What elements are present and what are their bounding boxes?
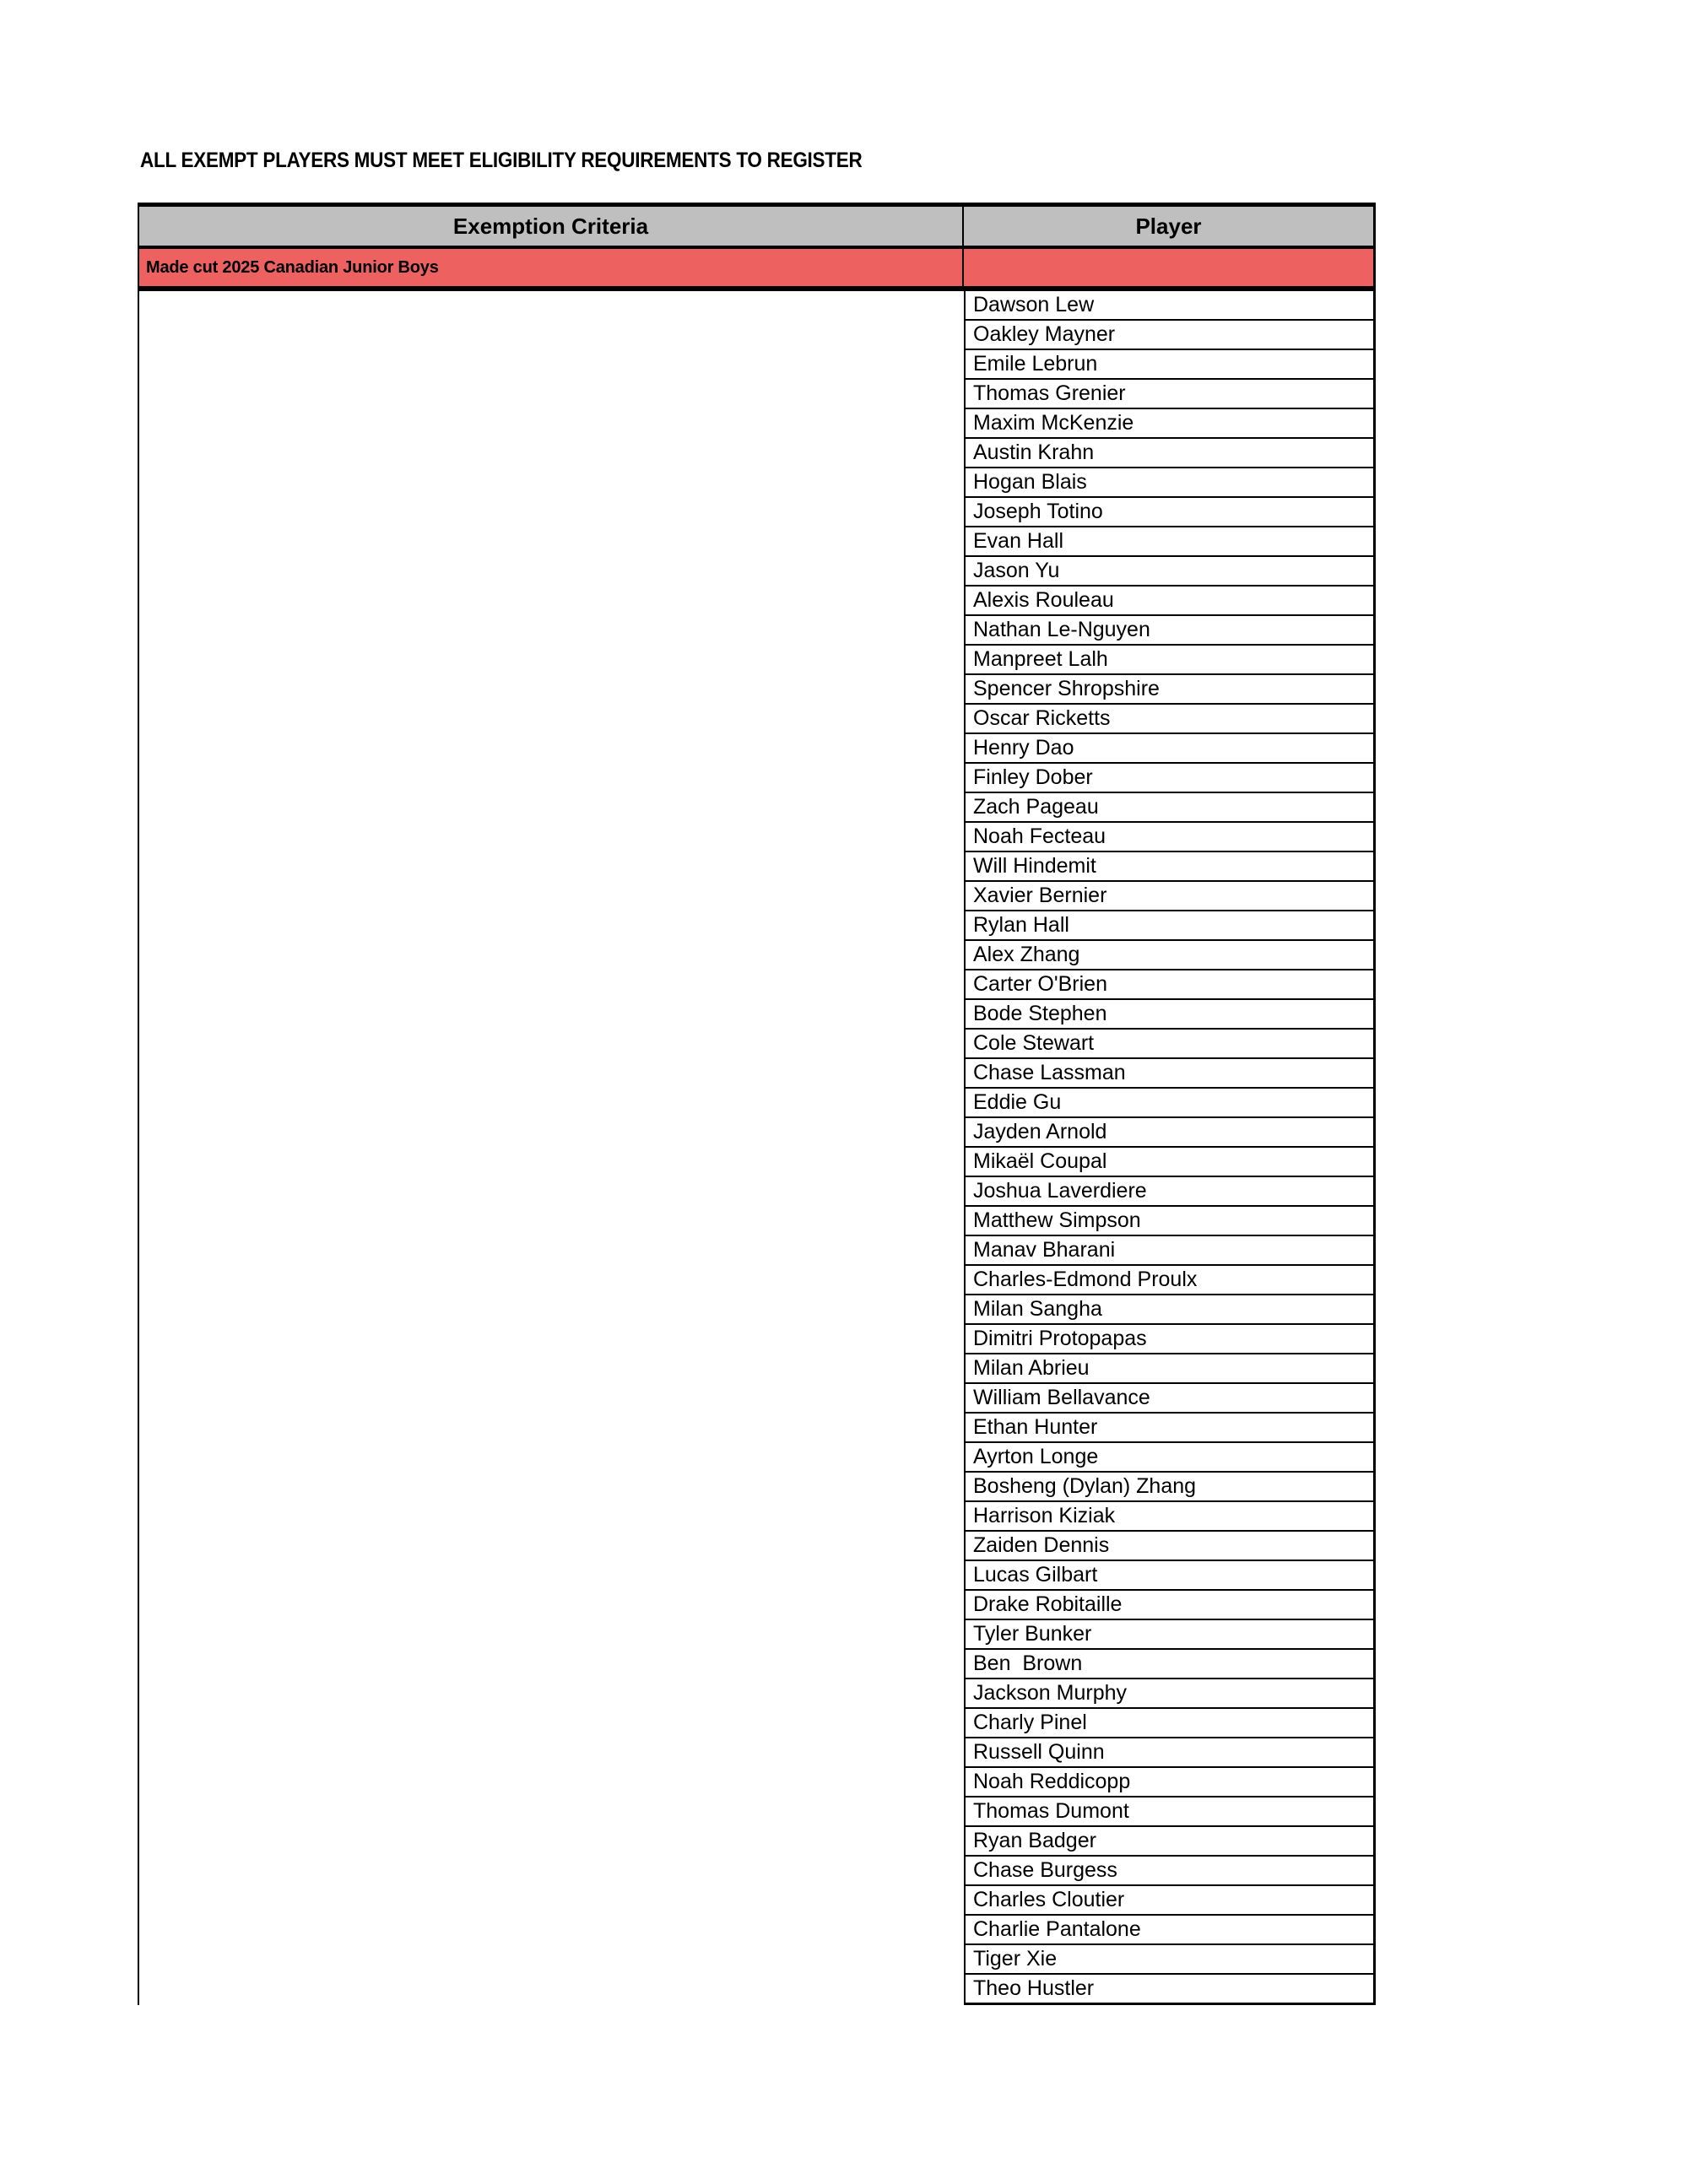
player-row bbox=[966, 616, 1373, 646]
player-row bbox=[966, 941, 1373, 970]
player-name: Joseph Totino bbox=[973, 500, 1103, 523]
player-name: Alex Zhang bbox=[973, 943, 1080, 966]
exemption-table bbox=[138, 203, 1376, 2005]
player-row bbox=[966, 1679, 1373, 1709]
player-row bbox=[966, 1620, 1373, 1650]
criteria-merged-empty-cell bbox=[139, 291, 964, 2005]
player-row bbox=[966, 911, 1373, 941]
player-row bbox=[966, 439, 1373, 468]
player-row bbox=[966, 970, 1373, 1000]
player-row bbox=[966, 764, 1373, 793]
player-row bbox=[966, 1797, 1373, 1827]
player-row bbox=[966, 1768, 1373, 1797]
player-name: Jackson Murphy bbox=[973, 1681, 1128, 1705]
player-name: Alexis Rouleau bbox=[973, 588, 1114, 612]
player-name: Manav Bharani bbox=[973, 1238, 1116, 1262]
player-row bbox=[966, 1945, 1373, 1975]
category-row bbox=[139, 249, 1373, 291]
player-name: Oakley Mayner bbox=[973, 322, 1116, 346]
player-name: Eddie Gu bbox=[973, 1090, 1062, 1114]
player-row bbox=[966, 1414, 1373, 1443]
player-name: Charles-Edmond Proulx bbox=[973, 1268, 1198, 1291]
player-name: Emile Lebrun bbox=[973, 352, 1098, 376]
player-name: Finley Dober bbox=[973, 765, 1093, 789]
player-name: Milan Sangha bbox=[973, 1297, 1102, 1321]
player-row bbox=[966, 1886, 1373, 1916]
player-row bbox=[966, 1857, 1373, 1886]
player-row bbox=[966, 1532, 1373, 1561]
player-name: Ayrton Longe bbox=[973, 1445, 1099, 1468]
column-header-player: Player bbox=[1135, 214, 1202, 239]
column-header-exemption-criteria: Exemption Criteria bbox=[139, 207, 964, 246]
player-row bbox=[966, 1709, 1373, 1738]
player-name: William Bellavance bbox=[973, 1386, 1150, 1409]
eligibility-disclaimer-text: ALL EXEMPT PLAYERS MUST MEET ELIGIBILITY REQUIREMENTS TO REGISTER bbox=[140, 149, 863, 172]
player-row bbox=[966, 1975, 1373, 2003]
player-row bbox=[966, 734, 1373, 764]
player-name: Thomas Grenier bbox=[973, 381, 1126, 405]
player-name: Ben Brown bbox=[973, 1652, 1083, 1675]
player-row bbox=[966, 1473, 1373, 1502]
player-name: Zach Pageau bbox=[973, 795, 1099, 819]
player-row bbox=[966, 1384, 1373, 1414]
player-name: Jason Yu bbox=[973, 559, 1060, 582]
player-name: Milan Abrieu bbox=[973, 1356, 1090, 1380]
table-header-row bbox=[139, 207, 1373, 249]
player-row bbox=[966, 1266, 1373, 1295]
player-row bbox=[966, 1295, 1373, 1325]
player-name: Noah Fecteau bbox=[973, 824, 1106, 848]
player-row bbox=[966, 823, 1373, 852]
player-row bbox=[966, 498, 1373, 527]
player-name: Charlie Pantalone bbox=[973, 1917, 1141, 1941]
player-name: Austin Krahn bbox=[973, 441, 1095, 464]
player-name: Bode Stephen bbox=[973, 1002, 1107, 1025]
player-row bbox=[966, 705, 1373, 734]
player-name: Noah Reddicopp bbox=[973, 1770, 1131, 1793]
player-row bbox=[966, 675, 1373, 705]
player-name: Tiger Xie bbox=[973, 1947, 1058, 1970]
player-row bbox=[966, 1325, 1373, 1354]
player-name: Maxim McKenzie bbox=[973, 411, 1134, 435]
player-name: Chase Lassman bbox=[973, 1061, 1126, 1084]
player-name: Russell Quinn bbox=[973, 1740, 1105, 1764]
player-row bbox=[966, 409, 1373, 439]
player-name: Ethan Hunter bbox=[973, 1415, 1098, 1439]
player-name: Drake Robitaille bbox=[973, 1592, 1123, 1616]
player-row bbox=[966, 587, 1373, 616]
player-name: Xavier Bernier bbox=[973, 884, 1107, 907]
player-name: Spencer Shropshire bbox=[973, 677, 1160, 700]
player-row bbox=[966, 1650, 1373, 1679]
player-name: Manpreet Lalh bbox=[973, 647, 1108, 671]
player-name: Ryan Badger bbox=[973, 1829, 1096, 1852]
player-name: Lucas Gilbart bbox=[973, 1563, 1098, 1587]
category-player-empty-cell bbox=[964, 249, 1373, 286]
player-row bbox=[966, 1089, 1373, 1118]
player-row bbox=[966, 1916, 1373, 1945]
player-row bbox=[966, 380, 1373, 409]
player-name: Zaiden Dennis bbox=[973, 1533, 1110, 1557]
player-name: Cole Stewart bbox=[973, 1031, 1095, 1055]
player-name: Matthew Simpson bbox=[973, 1208, 1141, 1232]
player-row bbox=[966, 1207, 1373, 1236]
player-name: Thomas Dumont bbox=[973, 1799, 1129, 1823]
player-name: Charly Pinel bbox=[973, 1711, 1087, 1734]
player-name: Evan Hall bbox=[973, 529, 1063, 553]
player-row bbox=[966, 1561, 1373, 1591]
player-row bbox=[966, 793, 1373, 823]
player-name: Chase Burgess bbox=[973, 1858, 1117, 1882]
player-row bbox=[966, 1502, 1373, 1532]
player-row bbox=[966, 350, 1373, 380]
player-row bbox=[966, 321, 1373, 350]
player-name: Tyler Bunker bbox=[973, 1622, 1092, 1646]
player-row bbox=[966, 1059, 1373, 1089]
player-name: Oscar Ricketts bbox=[973, 706, 1111, 730]
player-row bbox=[966, 1030, 1373, 1059]
player-row bbox=[966, 1118, 1373, 1148]
player-row bbox=[966, 1738, 1373, 1768]
player-row bbox=[966, 291, 1373, 321]
player-row bbox=[966, 1827, 1373, 1857]
player-name: Harrison Kiziak bbox=[973, 1504, 1116, 1527]
player-name: Nathan Le-Nguyen bbox=[973, 618, 1150, 641]
player-name: Mikaël Coupal bbox=[973, 1149, 1107, 1173]
player-row bbox=[966, 557, 1373, 587]
player-name: Hogan Blais bbox=[973, 470, 1087, 494]
player-row bbox=[966, 852, 1373, 882]
player-row bbox=[966, 882, 1373, 911]
players-list bbox=[964, 291, 1373, 2005]
player-name: Carter O'Brien bbox=[973, 972, 1107, 996]
player-name: Will Hindemit bbox=[973, 854, 1096, 878]
category-label: Made cut 2025 Canadian Junior Boys bbox=[139, 249, 964, 286]
player-name: Dawson Lew bbox=[973, 293, 1095, 316]
player-row bbox=[966, 1591, 1373, 1620]
player-row bbox=[966, 1148, 1373, 1177]
player-name: Jayden Arnold bbox=[973, 1120, 1107, 1143]
player-name: Charles Cloutier bbox=[973, 1888, 1125, 1911]
player-row bbox=[966, 1236, 1373, 1266]
player-row bbox=[966, 527, 1373, 557]
player-row bbox=[966, 646, 1373, 675]
player-name: Rylan Hall bbox=[973, 913, 1069, 937]
player-row bbox=[966, 1443, 1373, 1473]
player-name: Dimitri Protopapas bbox=[973, 1327, 1147, 1350]
player-name: Bosheng (Dylan) Zhang bbox=[973, 1474, 1197, 1498]
player-name: Henry Dao bbox=[973, 736, 1074, 760]
player-name: Joshua Laverdiere bbox=[973, 1179, 1147, 1203]
player-row bbox=[966, 1354, 1373, 1384]
player-name: Theo Hustler bbox=[973, 1976, 1095, 2000]
player-row bbox=[966, 1000, 1373, 1030]
player-row bbox=[966, 468, 1373, 498]
table-body bbox=[139, 291, 1373, 2005]
player-row bbox=[966, 1177, 1373, 1207]
